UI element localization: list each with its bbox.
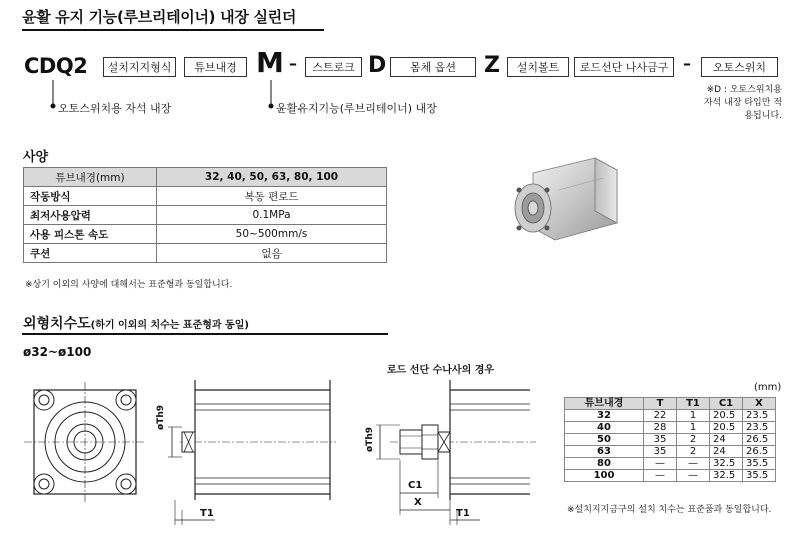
dims-cell: 35.5: [743, 470, 776, 482]
dims-header: T: [644, 398, 677, 410]
dims-header-row: [565, 398, 776, 410]
spec-key: 쿠션: [24, 244, 157, 263]
code-letter-d: D: [368, 53, 387, 78]
spec-table: [23, 167, 387, 263]
dim-label-t1-side: T1: [200, 508, 214, 519]
dims-cell: 24: [710, 446, 743, 458]
code-dash-1: –: [289, 54, 297, 73]
dims-header: X: [743, 398, 776, 410]
dims-cell: 40: [565, 422, 644, 434]
dims-cell: 26.5: [743, 434, 776, 446]
code-box-bore: 튜브내경: [184, 57, 247, 77]
dims-cell: 50: [565, 434, 644, 446]
note-lube-retainer: 윤활유지기능(루브리테이너) 내장: [276, 102, 437, 115]
dims-cell: 1: [677, 422, 710, 434]
dims-cell: —: [644, 458, 677, 470]
dims-cell: —: [677, 470, 710, 482]
code-box-stroke: 스트로크: [305, 57, 362, 77]
spec-value: 0.1MPa: [157, 206, 387, 225]
spec-title: 사양: [23, 150, 49, 165]
dims-cell: 100: [565, 470, 644, 482]
model-prefix: CDQ2: [24, 54, 88, 78]
front-view-drawing: [22, 380, 152, 510]
dims-cell: 2: [677, 434, 710, 446]
dimensions-title-note: (하기 이외의 치수는 표준형과 동일): [90, 320, 249, 331]
dims-cell: 24: [710, 434, 743, 446]
spec-row: [24, 225, 387, 244]
dims-cell: 28: [644, 422, 677, 434]
dims-cell: 63: [565, 446, 644, 458]
side-view-drawing: [160, 380, 340, 530]
note-auto-switch-magnet: 오토스위치용 자석 내장: [58, 102, 172, 115]
dimensions-title: [23, 313, 249, 333]
dims-row: [565, 470, 776, 482]
spec-row: [24, 206, 387, 225]
page-title: 윤활 유지 기능(루브리테이너) 내장 실린더: [22, 8, 297, 26]
spec-footnote: ※상기 이외의 사양에 대해서는 표준형과 동일합니다.: [25, 280, 233, 290]
cylinder-photo: [495, 148, 645, 260]
dims-cell: 35.5: [743, 458, 776, 470]
dims-cell: 32.5: [710, 470, 743, 482]
dim-label-x: X: [414, 497, 422, 508]
dims-row: [565, 446, 776, 458]
spec-key: 작동방식: [24, 187, 157, 206]
dim-label-t1-rod: T1: [456, 508, 470, 519]
dims-cell: 22: [644, 410, 677, 422]
dimensions-title-main: 외형치수도: [23, 316, 91, 332]
dim-label-th9-side: øTh9: [156, 405, 166, 430]
code-box-body: 몸체 옵션: [390, 57, 476, 77]
dims-cell: 80: [565, 458, 644, 470]
code-box-rod: 로드선단 나사금구: [574, 57, 674, 77]
dims-cell: —: [644, 470, 677, 482]
spec-value: 없음: [157, 244, 387, 263]
dimensions-table: [564, 397, 776, 482]
dims-cell: 35: [644, 446, 677, 458]
dimensions-footnote: ※설치지지금구의 설치 치수는 표준품과 동일합니다.: [567, 505, 772, 515]
dims-row: [565, 458, 776, 470]
code-box-mount: 설치지지형식: [103, 57, 176, 77]
dimensions-unit: (mm): [754, 382, 782, 393]
dim-label-c1: C1: [408, 480, 423, 491]
spec-key: 사용 피스톤 속도: [24, 225, 157, 244]
spec-value: 50~500mm/s: [157, 225, 387, 244]
dims-cell: 23.5: [743, 410, 776, 422]
code-dash-2: –: [683, 54, 691, 73]
code-letter-z: Z: [484, 53, 500, 78]
dims-cell: 35: [644, 434, 677, 446]
dims-row: [565, 422, 776, 434]
spec-value: 복동 편로드: [157, 187, 387, 206]
code-box-bolt: 설치볼트: [507, 57, 569, 77]
dims-header: 튜브내경: [565, 398, 644, 410]
rod-end-caption: 로드 선단 수나사의 경우: [387, 365, 495, 376]
dimensions-range: ø32~ø100: [23, 345, 92, 359]
dimensions-underline: [22, 333, 388, 335]
spec-header-key: 튜브내경(mm): [24, 168, 157, 187]
dims-cell: 1: [677, 410, 710, 422]
dims-cell: 20.5: [710, 410, 743, 422]
dims-cell: 20.5: [710, 422, 743, 434]
dim-label-th9-rod: øTh9: [365, 427, 375, 452]
dims-cell: 32.5: [710, 458, 743, 470]
dims-cell: 2: [677, 446, 710, 458]
dims-header: C1: [710, 398, 743, 410]
spec-row: [24, 244, 387, 263]
dims-cell: 26.5: [743, 446, 776, 458]
dims-row: [565, 434, 776, 446]
code-letter-m: M: [256, 46, 284, 79]
note-d-option: ※D : 오토스위치용 자석 내장 타입만 적용됩니다.: [703, 85, 782, 121]
dims-cell: 23.5: [743, 422, 776, 434]
code-box-switch: 오토스위치: [701, 57, 778, 77]
dims-cell: —: [677, 458, 710, 470]
dims-row: [565, 410, 776, 422]
dims-header: T1: [677, 398, 710, 410]
rod-end-drawing: [350, 380, 540, 530]
spec-header-value: 32, 40, 50, 63, 80, 100: [157, 168, 387, 187]
spec-header-row: [24, 168, 387, 187]
dims-cell: 32: [565, 410, 644, 422]
spec-key: 최저사용압력: [24, 206, 157, 225]
spec-row: [24, 187, 387, 206]
